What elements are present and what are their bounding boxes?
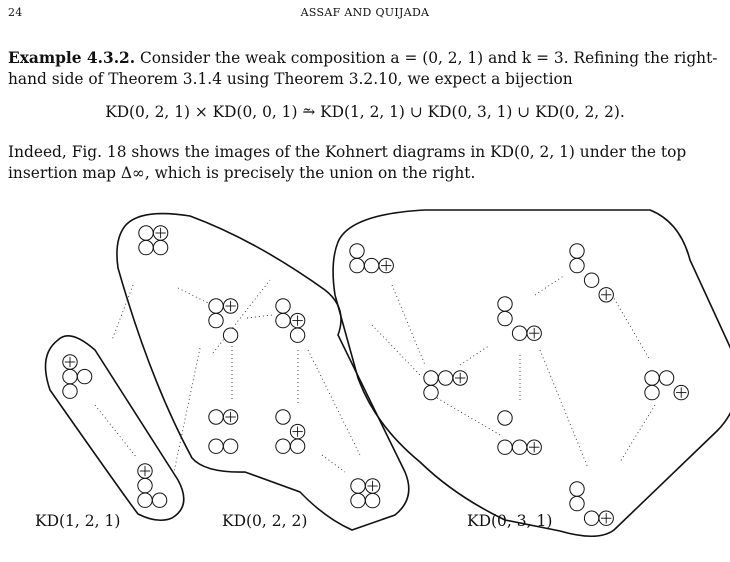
kohnert-diagram: [351, 479, 380, 508]
bijection-equation: KD(0, 2, 1) × KD(0, 0, 1) ⥲ KD(1, 2, 1) ∪ KD(0, 3, 1) ∪ KD(0, 2, 2).: [105, 103, 625, 121]
cell: [290, 328, 304, 342]
cell: [351, 479, 365, 493]
cell: [290, 439, 304, 453]
cell: [364, 258, 378, 272]
kohnert-diagram: [139, 226, 168, 255]
cell: [350, 244, 364, 258]
kohnert-diagram: [138, 464, 167, 508]
cell: [209, 313, 223, 327]
cell: [139, 240, 153, 254]
cell: [223, 439, 237, 453]
cell: [77, 369, 91, 383]
cell: [645, 385, 659, 399]
cell: [659, 371, 673, 385]
page-number: 24: [8, 6, 23, 19]
cell: [424, 385, 438, 399]
cell: [498, 311, 512, 325]
kohnert-diagram: [498, 411, 542, 455]
cell: [276, 299, 290, 313]
kohnert-diagram: [276, 410, 305, 454]
figure-caption-paragraph: Indeed, Fig. 18 shows the images of the Kohnert diagrams in KD(0, 2, 1) under the top insertion map Δ∞, which is precisely the union on the right.: [8, 143, 687, 182]
cell: [223, 328, 237, 342]
cell: [645, 371, 659, 385]
kohnert-diagram: [570, 482, 614, 526]
running-title: ASSAF AND QUIJADA: [300, 6, 430, 19]
kohnert-diagram: [424, 371, 468, 400]
kohnert-diagram: [276, 299, 305, 343]
cell: [570, 258, 584, 272]
kohnert-diagram-figure: [0, 200, 730, 562]
cell: [276, 410, 290, 424]
cell: [63, 384, 77, 398]
kohnert-diagram: [209, 410, 238, 454]
label-kd-121: KD(1, 2, 1): [35, 512, 121, 530]
cell: [138, 478, 152, 492]
cell: [584, 273, 598, 287]
cell: [350, 258, 364, 272]
cell: [498, 411, 512, 425]
cell: [424, 371, 438, 385]
cell: [512, 440, 526, 454]
cell: [570, 482, 584, 496]
cell: [512, 326, 526, 340]
kohnert-diagram: [645, 371, 689, 400]
cell: [570, 244, 584, 258]
kohnert-diagram: [350, 244, 394, 273]
example-label: Example 4.3.2.: [8, 49, 136, 67]
cell: [153, 240, 167, 254]
cell: [63, 369, 77, 383]
kohnert-diagram: [498, 297, 542, 341]
cell: [209, 299, 223, 313]
label-kd-031: KD(0, 3, 1): [467, 512, 553, 530]
kohnert-diagram: [209, 299, 238, 343]
cell: [584, 511, 598, 525]
cell: [438, 371, 452, 385]
label-kd-022: KD(0, 2, 2): [222, 512, 308, 530]
cell: [209, 439, 223, 453]
cell: [498, 440, 512, 454]
cell: [570, 496, 584, 510]
kohnert-diagram: [570, 244, 614, 302]
cell: [365, 493, 379, 507]
example-text: Consider the weak composition a = (0, 2, 1) and k = 3. Refining the right-hand side of Theorem 3.1.4 using Theorem 3.2.10, we expect a bijection: [8, 49, 718, 88]
cell: [152, 493, 166, 507]
cell: [351, 493, 365, 507]
kohnert-diagram: [63, 355, 92, 399]
kohnert-diagrams: [63, 226, 689, 526]
cell: [139, 226, 153, 240]
cell: [498, 297, 512, 311]
cell: [276, 439, 290, 453]
cell: [276, 313, 290, 327]
cell: [209, 410, 223, 424]
example-paragraph: [8, 48, 722, 90]
group-outline-middle: [117, 214, 409, 530]
cell: [138, 493, 152, 507]
